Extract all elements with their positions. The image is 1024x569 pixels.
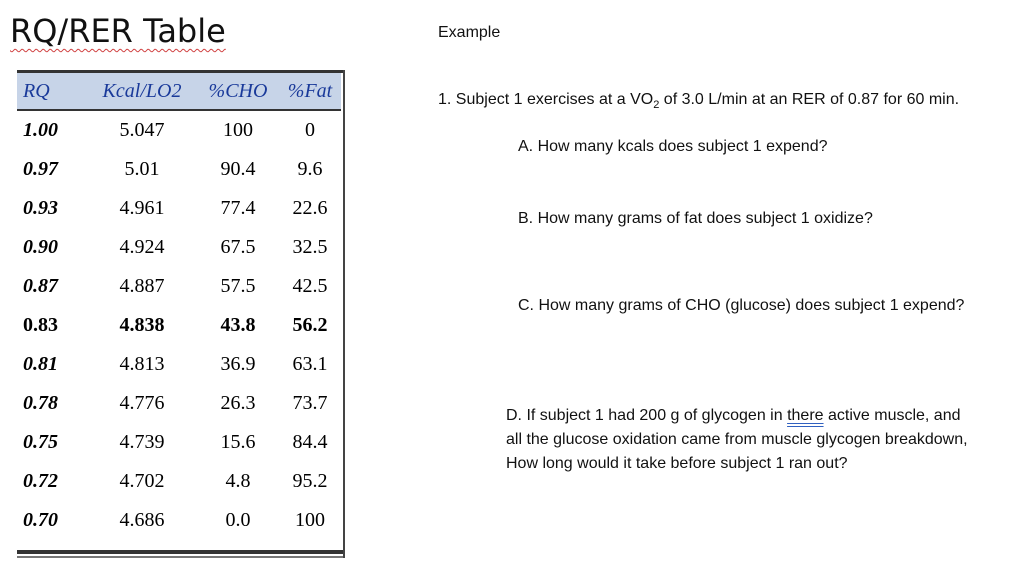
cell-rq: 0.70 <box>23 509 58 531</box>
question-a: A. How many kcals does subject 1 expend? <box>518 138 828 155</box>
cell-kcal: 4.702 <box>119 470 165 492</box>
cell-rq: 0.93 <box>23 197 58 219</box>
cell-rq: 0.72 <box>23 470 58 492</box>
cell-kcal: 4.813 <box>119 353 165 375</box>
cell-fat: 9.6 <box>297 158 323 180</box>
table-row <box>17 189 341 228</box>
cell-cho: 36.9 <box>220 353 256 375</box>
cell-fat: 84.4 <box>292 431 328 453</box>
cell-cho: 67.5 <box>220 236 256 258</box>
cell-rq: 1.00 <box>23 119 58 141</box>
question-d-pre: D. If subject 1 had 200 g of glycogen in <box>506 407 788 424</box>
cell-kcal: 4.739 <box>119 431 165 453</box>
cell-fat: 63.1 <box>292 353 328 375</box>
cell-cho: 26.3 <box>220 392 256 414</box>
cell-cho: 4.8 <box>225 470 251 492</box>
cell-kcal: 4.838 <box>119 314 165 336</box>
cell-rq: 0.81 <box>23 353 58 375</box>
rq-rer-table <box>17 70 345 558</box>
cell-kcal: 5.01 <box>124 158 160 180</box>
question-c: C. How many grams of CHO (glucose) does subject 1 expend? <box>518 297 965 314</box>
question-1-pre: 1. Subject 1 exercises at a VO <box>438 91 654 108</box>
cell-fat: 32.5 <box>292 236 328 258</box>
question-d-post: active muscle, and all the glucose oxidation came from muscle glycogen breakdown, How long would it take before subject 1 ran out? <box>506 407 968 472</box>
table-row <box>17 384 341 423</box>
header-kcal: Kcal/LO2 <box>102 80 182 102</box>
cell-kcal: 5.047 <box>119 119 165 141</box>
cell-rq: 0.87 <box>23 275 58 297</box>
table-header-row <box>17 73 341 111</box>
header-cho: %CHO <box>208 80 268 102</box>
cell-fat: 22.6 <box>292 197 328 219</box>
cell-rq: 0.75 <box>23 431 58 453</box>
table-row <box>17 423 341 462</box>
question-1-subscript: 2 <box>653 99 660 112</box>
cell-rq: 0.90 <box>23 236 58 258</box>
cell-rq: 0.78 <box>23 392 58 414</box>
cell-cho: 100 <box>223 119 253 141</box>
cell-cho: 15.6 <box>220 431 256 453</box>
cell-cho: 43.8 <box>220 314 256 336</box>
table-row <box>17 267 341 306</box>
table-row <box>17 345 341 384</box>
cell-fat: 100 <box>295 509 325 531</box>
question-d-underlined-word: there <box>787 407 824 424</box>
table-row <box>17 306 341 345</box>
table-bottom-rule <box>17 550 343 554</box>
table-bottom-rule-thin <box>17 556 343 558</box>
cell-cho: 77.4 <box>220 197 256 219</box>
table-row <box>17 501 341 540</box>
table-row <box>17 462 341 501</box>
header-rq: RQ <box>23 80 50 102</box>
cell-kcal: 4.776 <box>119 392 165 414</box>
question-b: B. How many grams of fat does subject 1 oxidize? <box>518 210 873 227</box>
cell-fat: 95.2 <box>292 470 328 492</box>
cell-fat: 73.7 <box>292 392 328 414</box>
cell-fat: 56.2 <box>292 314 328 336</box>
header-fat: %Fat <box>287 80 333 102</box>
table-row <box>17 150 341 189</box>
cell-rq: 0.97 <box>23 158 58 180</box>
cell-kcal: 4.887 <box>119 275 165 297</box>
cell-fat: 42.5 <box>292 275 328 297</box>
cell-kcal: 4.924 <box>119 236 165 258</box>
page-title: RQ/RER Table <box>10 12 226 50</box>
cell-kcal: 4.961 <box>119 197 165 219</box>
question-1-post: of 3.0 L/min at an RER of 0.87 for 60 min. <box>659 91 960 108</box>
cell-cho: 0.0 <box>225 509 251 531</box>
table-row <box>17 228 341 267</box>
question-1 <box>438 91 959 111</box>
cell-kcal: 4.686 <box>119 509 165 531</box>
cell-rq: 0.83 <box>23 314 58 336</box>
table-row <box>17 111 341 150</box>
cell-cho: 57.5 <box>220 275 256 297</box>
cell-fat: 0 <box>305 119 315 141</box>
example-heading: Example <box>438 24 501 41</box>
question-d <box>506 404 976 476</box>
cell-cho: 90.4 <box>220 158 256 180</box>
